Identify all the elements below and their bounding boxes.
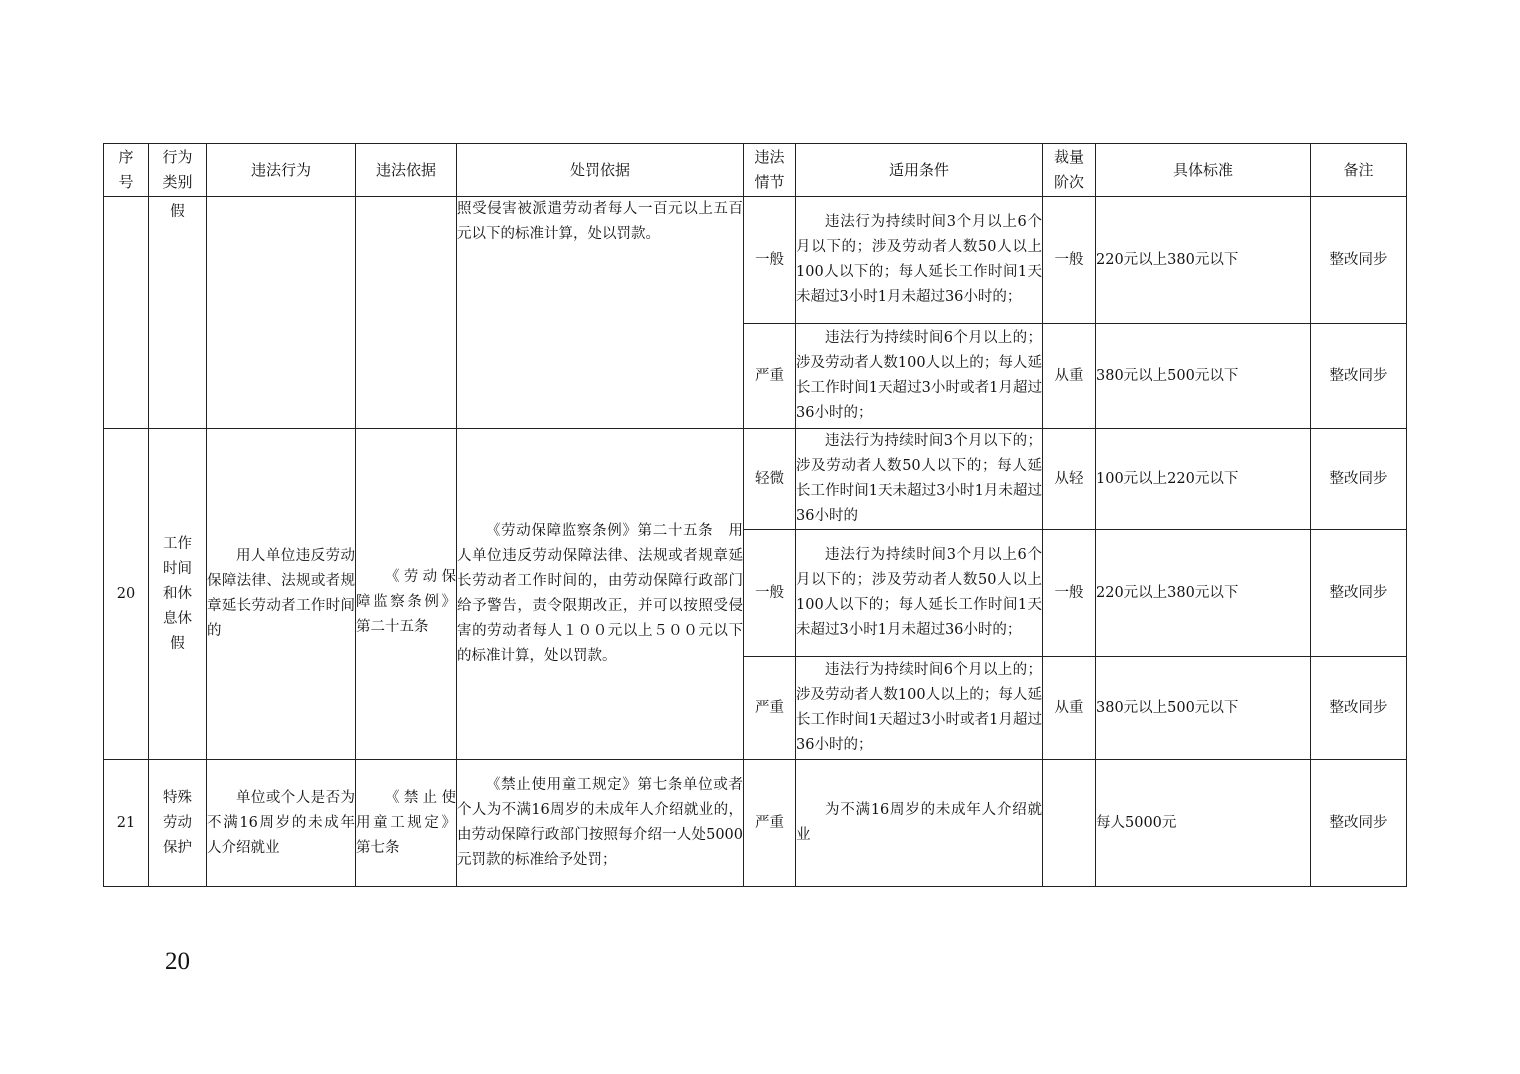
cell-level: 一般 xyxy=(1043,197,1096,324)
table-row xyxy=(104,197,1407,324)
cell-remark: 整改同步 xyxy=(1311,657,1407,760)
cell-condition: 违法行为持续时间3个月以下的；涉及劳动者人数50人以下的；每人延长工作时间1天未超过3小时1月未超过36小时的 xyxy=(796,429,1043,530)
header-category: 行为类别 xyxy=(149,144,207,197)
cell-circumstance: 严重 xyxy=(744,657,796,760)
cell-circumstance: 一般 xyxy=(744,197,796,324)
cell-standard: 380元以上500元以下 xyxy=(1096,657,1311,760)
cell-act xyxy=(207,197,356,429)
cell-condition: 违法行为持续时间3个月以上6个月以下的；涉及劳动者人数50人以上100人以下的；每人延长工作时间1天未超过3小时1月未超过36小时的； xyxy=(796,530,1043,657)
cell-act: 用人单位违反劳动保障法律、法规或者规章延长劳动者工作时间的 xyxy=(207,429,356,760)
cell-circumstance: 严重 xyxy=(744,324,796,429)
cell-category: 特殊劳动保护 xyxy=(149,760,207,887)
header-penalty-basis: 处罚依据 xyxy=(457,144,744,197)
cell-condition: 为不满16周岁的未成年人介绍就业 xyxy=(796,760,1043,887)
cell-act: 单位或个人是否为不满16周岁的未成年人介绍就业 xyxy=(207,760,356,887)
cell-seq: 20 xyxy=(104,429,149,760)
cell-standard: 380元以上500元以下 xyxy=(1096,324,1311,429)
cell-standard: 220元以上380元以下 xyxy=(1096,530,1311,657)
header-act: 违法行为 xyxy=(207,144,356,197)
cell-remark: 整改同步 xyxy=(1311,760,1407,887)
cell-level: 一般 xyxy=(1043,530,1096,657)
header-seq: 序号 xyxy=(104,144,149,197)
header-level: 裁量阶次 xyxy=(1043,144,1096,197)
cell-level: 从轻 xyxy=(1043,429,1096,530)
cell-penalty-basis: 照受侵害被派遣劳动者每人一百元以上五百元以下的标准计算，处以罚款。 xyxy=(457,197,744,429)
header-standard: 具体标准 xyxy=(1096,144,1311,197)
cell-basis: 《禁止使用童工规定》第七条 xyxy=(356,760,457,887)
cell-level xyxy=(1043,760,1096,887)
cell-standard: 每人5000元 xyxy=(1096,760,1311,887)
cell-remark: 整改同步 xyxy=(1311,197,1407,324)
cell-remark: 整改同步 xyxy=(1311,429,1407,530)
cell-category: 工作时间和休息休假 xyxy=(149,429,207,760)
header-condition: 适用条件 xyxy=(796,144,1043,197)
table-row xyxy=(104,429,1407,530)
cell-remark: 整改同步 xyxy=(1311,530,1407,657)
cell-remark: 整改同步 xyxy=(1311,324,1407,429)
cell-basis xyxy=(356,197,457,429)
penalty-discretion-table xyxy=(103,143,1407,887)
cell-level: 从重 xyxy=(1043,657,1096,760)
page-number: 20 xyxy=(165,948,190,975)
cell-level: 从重 xyxy=(1043,324,1096,429)
cell-standard: 220元以上380元以下 xyxy=(1096,197,1311,324)
cell-standard: 100元以上220元以下 xyxy=(1096,429,1311,530)
cell-circumstance: 轻微 xyxy=(744,429,796,530)
table-row xyxy=(104,760,1407,887)
cell-condition: 违法行为持续时间6个月以上的；涉及劳动者人数100人以上的；每人延长工作时间1天超过3小时或者1月超过36小时的； xyxy=(796,657,1043,760)
cell-condition: 违法行为持续时间6个月以上的；涉及劳动者人数100人以上的；每人延长工作时间1天超过3小时或者1月超过36小时的； xyxy=(796,324,1043,429)
cell-circumstance: 严重 xyxy=(744,760,796,887)
header-basis: 违法依据 xyxy=(356,144,457,197)
cell-penalty-basis: 《劳动保障监察条例》第二十五条 用人单位违反劳动保障法律、法规或者规章延长劳动者工作时间的，由劳动保障行政部门给予警告，责令限期改正，并可以按照受侵害的劳动者每人１００元以上５００元以下的标准计算，处以罚款。 xyxy=(457,429,744,760)
cell-category: 假 xyxy=(149,197,207,429)
header-circumstance: 违法情节 xyxy=(744,144,796,197)
cell-basis: 《劳动保障监察条例》第二十五条 xyxy=(356,429,457,760)
cell-seq xyxy=(104,197,149,429)
cell-circumstance: 一般 xyxy=(744,530,796,657)
cell-condition: 违法行为持续时间3个月以上6个月以下的；涉及劳动者人数50人以上100人以下的；每人延长工作时间1天未超过3小时1月未超过36小时的； xyxy=(796,197,1043,324)
header-row xyxy=(104,144,1407,197)
header-remark: 备注 xyxy=(1311,144,1407,197)
cell-seq: 21 xyxy=(104,760,149,887)
cell-penalty-basis: 《禁止使用童工规定》第七条单位或者个人为不满16周岁的未成年人介绍就业的，由劳动保障行政部门按照每介绍一人处5000元罚款的标准给予处罚； xyxy=(457,760,744,887)
